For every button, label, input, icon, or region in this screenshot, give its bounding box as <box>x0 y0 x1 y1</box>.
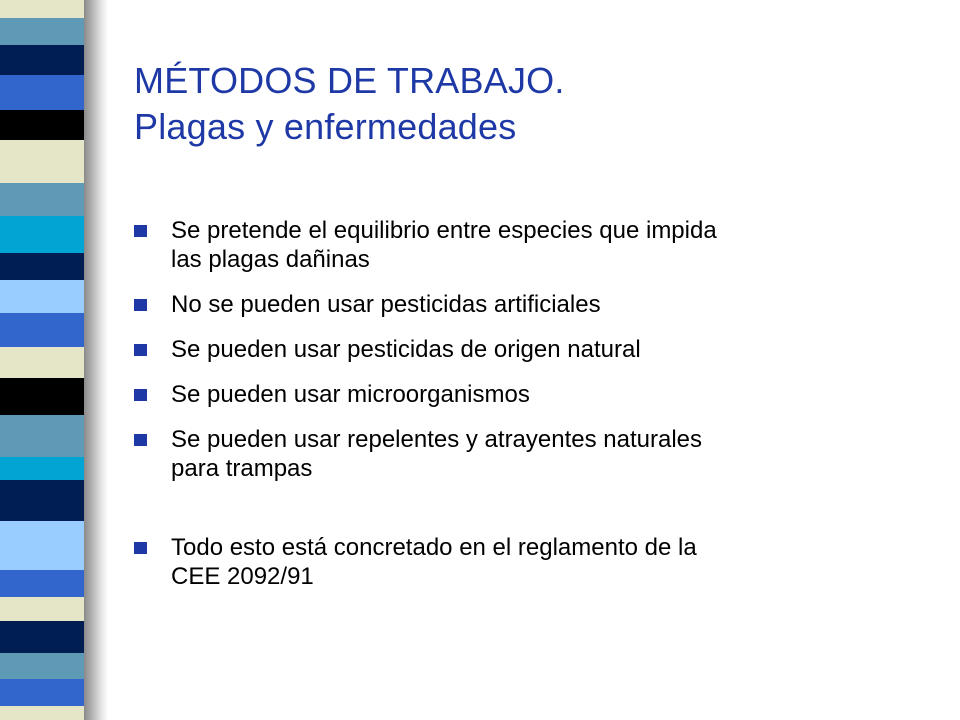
bullet-item <box>134 425 914 483</box>
stripe-block <box>0 457 84 480</box>
bullet-text-line: No se pueden usar pesticidas artificiales <box>171 291 601 318</box>
stripe-block <box>0 480 84 521</box>
stripe-block <box>0 110 84 140</box>
square-bullet-icon <box>134 434 147 446</box>
stripe-block <box>0 140 84 183</box>
stripe-block <box>0 597 84 621</box>
stripe-block <box>0 280 84 313</box>
square-bullet-icon <box>134 344 147 356</box>
slide-title <box>134 58 914 150</box>
stripe-block <box>0 18 84 45</box>
bullet-item <box>134 380 914 409</box>
stripe-block <box>0 0 84 18</box>
square-bullet-icon <box>134 299 147 311</box>
stripe-block <box>0 621 84 653</box>
stripe-block <box>0 75 84 110</box>
bullet-text-line: Se pueden usar pesticidas de origen natural <box>171 336 641 363</box>
bullet-list <box>134 216 914 591</box>
stripe-block <box>0 706 84 720</box>
bullet-item <box>134 290 914 319</box>
stripe-block <box>0 570 84 597</box>
stripe-block <box>0 521 84 570</box>
square-bullet-icon <box>134 225 147 237</box>
stripe-shadow <box>84 0 108 720</box>
bullet-text-line: Se pueden usar microorganismos <box>171 381 530 408</box>
bullet-text-line: Todo esto está concretado en el reglamento de la <box>171 534 697 561</box>
stripe-block <box>0 378 84 415</box>
title-line-1: MÉTODOS DE TRABAJO. <box>134 60 565 101</box>
stripe-block <box>0 679 84 706</box>
left-decorative-stripe <box>0 0 84 720</box>
stripe-block <box>0 415 84 457</box>
stripe-block <box>0 183 84 216</box>
stripe-block <box>0 45 84 75</box>
square-bullet-icon <box>134 389 147 401</box>
bullet-text-line: CEE 2092/91 <box>171 563 314 590</box>
title-line-2: Plagas y enfermedades <box>134 106 517 147</box>
bullet-text-line: las plagas dañinas <box>171 246 370 273</box>
stripe-block <box>0 347 84 378</box>
bullet-item <box>134 533 914 591</box>
stripe-block <box>0 253 84 280</box>
stripe-block <box>0 313 84 347</box>
bullet-text-line: para trampas <box>171 455 313 482</box>
bullet-item <box>134 216 914 274</box>
stripe-block <box>0 653 84 679</box>
stripe-block <box>0 216 84 253</box>
square-bullet-icon <box>134 542 147 554</box>
bullet-item <box>134 335 914 364</box>
bullet-text-line: Se pueden usar repelentes y atrayentes naturales <box>171 426 703 453</box>
bullet-text-line: Se pretende el equilibrio entre especies que impida <box>171 217 717 244</box>
